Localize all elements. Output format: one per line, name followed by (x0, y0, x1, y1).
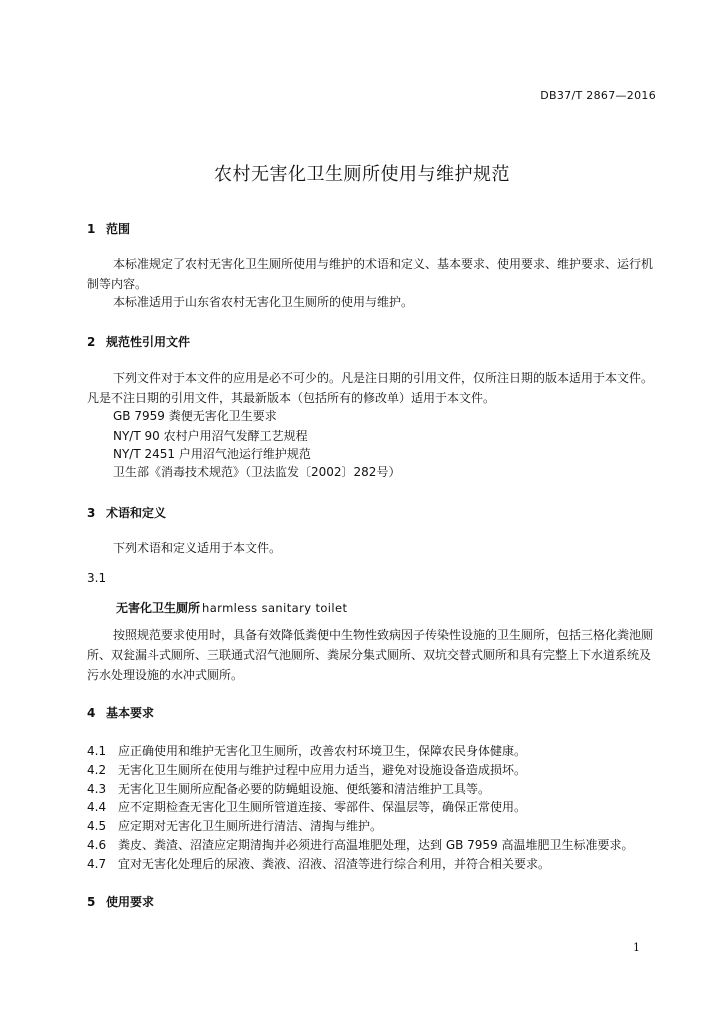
section-title: 基本要求 (106, 706, 155, 720)
requirement-item (87, 742, 526, 759)
item-text: 无害化卫生厕所应配备必要的防蝇蛆设施、便纸篓和清洁维护工具等。 (118, 782, 491, 796)
requirement-item (87, 817, 382, 834)
reference-item: NY/T 90 农村户用沼气发酵工艺规程 (113, 429, 308, 443)
item-text: 应定期对无害化卫生厕所进行清洁、清掏与维护。 (118, 819, 383, 833)
term-english: harmless sanitary toilet (202, 601, 348, 615)
paragraph: 本标准适用于山东省农村无害化卫生厕所的使用与维护。 (113, 295, 414, 309)
document-title: 农村无害化卫生厕所使用与维护规范 (214, 164, 510, 185)
item-text: 应正确使用和维护无害化卫生厕所，改善农村环境卫生，保障农民身体健康。 (118, 744, 527, 758)
item-text: 宜对无害化处理后的尿液、粪液、沼液、沼渣等进行综合利用，并符合相关要求。 (118, 857, 551, 871)
requirement-item (87, 798, 526, 815)
reference-item: NY/T 2451 户用沼气池运行维护规范 (113, 447, 311, 461)
term-entry (116, 599, 347, 616)
section-number: 5 (87, 895, 96, 909)
requirement-item (87, 836, 634, 853)
section-heading-3 (87, 504, 166, 521)
item-number: 4.2 (87, 763, 107, 777)
section-heading-4 (87, 704, 154, 721)
section-title: 术语和定义 (106, 506, 167, 520)
section-heading-1 (87, 220, 130, 237)
reference-item: 卫生部《消毒技术规范》（卫法监发〔2002〕282号） (113, 465, 401, 479)
section-title: 范围 (106, 222, 131, 236)
paragraph: 本标准规定了农村无害化卫生厕所使用与维护的术语和定义、基本要求、使用要求、维护要求、运行机制等内容。 (87, 257, 654, 291)
reference-item: GB 7959 粪便无害化卫生要求 (113, 409, 277, 423)
section-number: 2 (87, 335, 96, 349)
requirement-item (87, 761, 526, 778)
section-title: 使用要求 (106, 895, 155, 909)
requirement-item (87, 780, 490, 797)
section-heading-5 (87, 893, 154, 910)
item-text: 无害化卫生厕所在使用与维护过程中应用力适当，避免对设施设备造成损坏。 (118, 763, 527, 777)
paragraph: 下列术语和定义适用于本文件。 (113, 541, 282, 555)
item-number: 4.7 (87, 857, 107, 871)
section-number: 1 (87, 222, 96, 236)
item-number: 4.4 (87, 800, 107, 814)
document-id: DB37/T 2867—2016 (540, 89, 656, 102)
page-number: 1 (633, 941, 640, 954)
paragraph: 下列文件对于本文件的应用是必不可少的。凡是注日期的引用文件，仅所注日期的版本适用于本文件。凡是不注日期的引用文件，其最新版本（包括所有的修改单）适用于本文件。 (87, 371, 654, 405)
item-number: 4.5 (87, 819, 107, 833)
subsection-number: 3.1 (87, 571, 107, 585)
term-definition: 按照规范要求使用时，具备有效降低粪便中生物性致病因子传染性设施的卫生厕所，包括三格化粪池厕所、双瓮漏斗式厕所、三联通式沼气池厕所、粪尿分集式厕所、双坑交替式厕所和具有完整上下水道系统及污水处理设施的水冲式厕所。 (87, 628, 654, 682)
section-heading-2 (87, 333, 190, 350)
requirement-item (87, 855, 550, 872)
section-number: 4 (87, 706, 96, 720)
term-chinese: 无害化卫生厕所 (116, 601, 201, 615)
item-text: 应不定期检查无害化卫生厕所管道连接、零部件、保温层等，确保正常使用。 (118, 800, 527, 814)
item-number: 4.1 (87, 744, 107, 758)
section-title: 规范性引用文件 (106, 335, 191, 349)
section-number: 3 (87, 506, 96, 520)
item-number: 4.6 (87, 838, 107, 852)
item-text: 粪皮、粪渣、沼渣应定期清掏并必须进行高温堆肥处理，达到 GB 7959 高温堆肥卫生标准要求。 (118, 838, 634, 852)
item-number: 4.3 (87, 782, 107, 796)
